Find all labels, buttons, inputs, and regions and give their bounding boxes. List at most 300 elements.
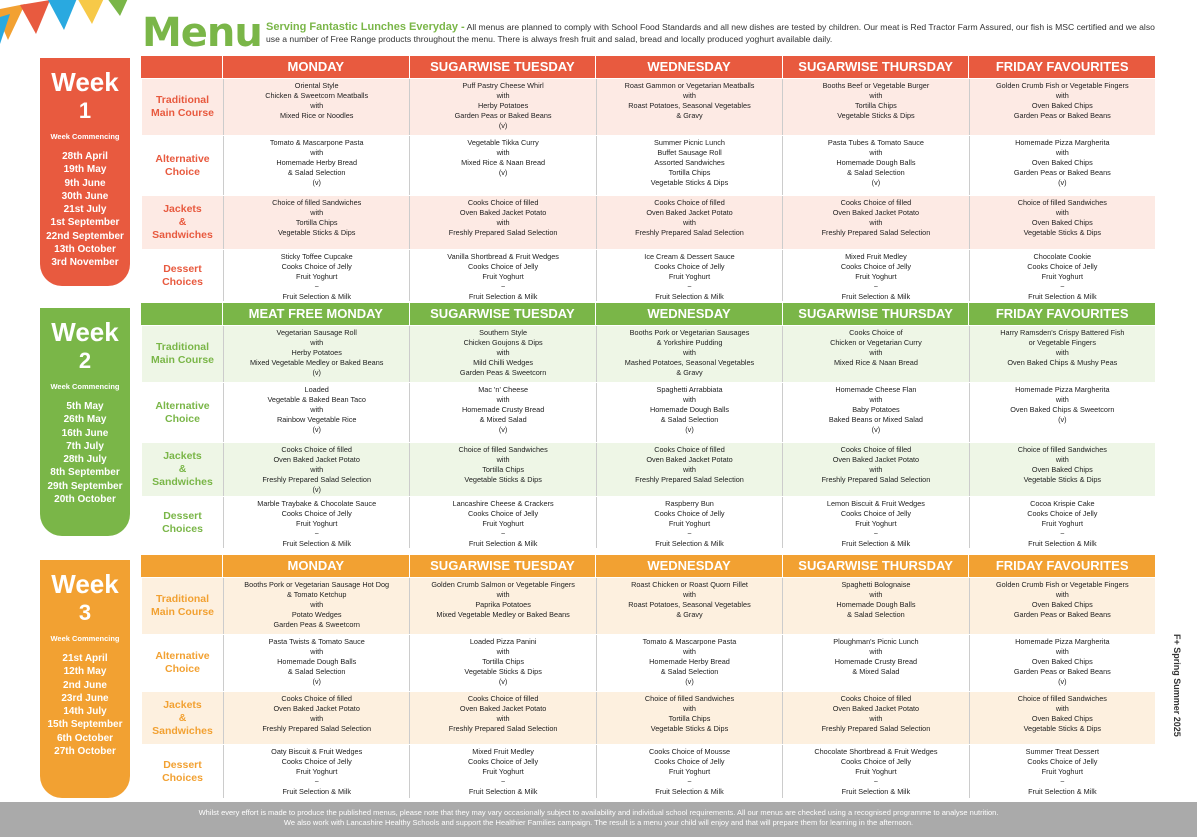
week-date: 27th October xyxy=(54,746,116,758)
week-commencing-label: Week Commencing xyxy=(50,132,120,141)
menu-item-line: with xyxy=(496,218,510,228)
menu-item-line: Fruit Yoghurt xyxy=(668,767,711,777)
menu-item-line: Tomato & Mascarpone Pasta xyxy=(269,138,364,147)
menu-item-line: (v) xyxy=(1058,178,1067,188)
menu-cell xyxy=(782,250,968,301)
menu-item-line: Potato Wedges xyxy=(291,610,342,620)
menu-item-line: Herby Potatoes xyxy=(477,101,529,111)
row-label xyxy=(142,578,223,634)
menu-item-line: with xyxy=(683,704,696,714)
menu-cell xyxy=(596,250,782,301)
week-date: 19th May xyxy=(63,164,107,176)
menu-item-line: Tomato & Mascarpone Pasta xyxy=(642,637,737,646)
menu-item-line: Cooks Choice of Jelly xyxy=(281,262,352,272)
menu-item-line: Fruit Selection & Milk xyxy=(468,787,538,797)
row-label-text xyxy=(152,699,213,738)
menu-item-line: Pasta Tubes & Tomato Sauce xyxy=(827,138,924,147)
menu-cell xyxy=(969,497,1155,548)
week-date: 15th September xyxy=(47,719,123,731)
menu-cell xyxy=(782,136,968,195)
menu-item-line: Tortilla Chips xyxy=(855,101,897,111)
menu-item-line: Fruit Selection & Milk xyxy=(1028,787,1097,797)
day-header-row xyxy=(141,555,1155,577)
menu-item-line: Fruit Selection & Milk xyxy=(1028,292,1097,302)
week-date: 23rd June xyxy=(61,692,109,704)
row-label-line: Traditional xyxy=(155,593,210,605)
menu-cell xyxy=(969,250,1155,301)
row-label-line: Main Course xyxy=(150,107,214,119)
menu-item-line: Choice of filled Sandwiches xyxy=(644,694,735,703)
menu-item-line: Oven Baked Jacket Potato xyxy=(832,455,920,465)
row-label-line: Alternative xyxy=(155,152,210,165)
menu-item-line: Vegetable Sticks & Dips xyxy=(277,228,356,238)
menu-item-line: Oven Baked Jacket Potato xyxy=(832,704,920,714)
row-label-line: & xyxy=(178,711,187,724)
week-number: 2 xyxy=(78,348,92,373)
footer xyxy=(0,802,1197,837)
row-label-text xyxy=(151,94,214,120)
menu-item-line: Cooks Choice of Jelly xyxy=(654,509,725,519)
week-date: 9th June xyxy=(64,177,106,189)
day-header-row xyxy=(141,56,1155,78)
row-label xyxy=(142,497,223,548)
menu-item-line: Fruit Selection & Milk xyxy=(841,787,911,797)
menu-item-line: & Salad Selection xyxy=(287,667,346,677)
menu-item-line: with xyxy=(683,395,696,405)
week-date: 2nd June xyxy=(63,679,107,691)
menu-item-line: with xyxy=(310,101,324,111)
page-title: Menu xyxy=(142,10,262,56)
row-label-line: Jackets xyxy=(163,698,202,711)
menu-item-line: (v) xyxy=(685,677,694,687)
menu-item-line: Choice of filled Sandwiches xyxy=(458,445,548,454)
row-label xyxy=(142,250,223,301)
menu-item-line: ~ xyxy=(500,777,506,787)
menu-item-line: Freshly Prepared Salad Selection xyxy=(821,228,931,238)
menu-item-line: Oven Baked Chips xyxy=(1031,101,1093,111)
menu-item-line: with xyxy=(496,348,510,358)
menu-cell xyxy=(223,692,409,744)
menu-cell xyxy=(409,136,595,195)
row-label-text xyxy=(152,203,213,242)
week-date: 14th July xyxy=(63,706,107,718)
row-label-line: Dessert xyxy=(163,262,202,275)
menu-item-line: Summer Picnic Lunch xyxy=(654,138,725,147)
menu-cell xyxy=(409,196,595,249)
menu-item-line: with xyxy=(869,590,883,600)
row-label-line: Traditional xyxy=(155,341,210,353)
menu-cell xyxy=(409,578,595,634)
menu-cell xyxy=(223,250,409,301)
menu-item-line: Chicken & Sweetcorn Meatballs xyxy=(265,91,369,101)
menu-item-line: Fruit Selection & Milk xyxy=(655,787,724,797)
week-label: Week xyxy=(51,317,119,347)
bunting-decoration xyxy=(0,0,130,60)
menu-cell xyxy=(223,79,409,135)
menu-item-line: Oriental Style xyxy=(294,81,339,90)
menu-item-line: Golden Crumb Salmon or Vegetable Fingers xyxy=(431,580,575,589)
menu-cell xyxy=(223,578,409,634)
row-label xyxy=(142,79,223,135)
week-date: 3rd November xyxy=(51,257,119,269)
menu-item-line: Loaded Pizza Panini xyxy=(469,637,537,646)
row-label-line: Main Course xyxy=(150,354,214,366)
menu-item-line: Loaded xyxy=(304,385,329,394)
menu-item-line: Oaty Biscuit & Fruit Wedges xyxy=(271,747,363,756)
menu-item-line: & Salad Selection xyxy=(287,168,346,178)
menu-item-line: Vegetable Sticks & Dips xyxy=(1023,475,1102,485)
menu-item-line: with xyxy=(1055,348,1069,358)
menu-cell xyxy=(596,79,782,135)
menu-cell xyxy=(782,635,968,691)
menu-item-line: Fruit Selection & Milk xyxy=(282,539,351,549)
menu-item-line: ~ xyxy=(314,529,319,539)
menu-item-line: Choice of filled Sandwiches xyxy=(1017,445,1107,454)
menu-item-line: Fruit Selection & Milk xyxy=(1028,539,1097,549)
menu-item-line: (v) xyxy=(1058,415,1067,425)
day-header: SUGARWISE TUESDAY xyxy=(409,56,596,78)
week-date: 12th May xyxy=(63,666,107,678)
menu-cell xyxy=(596,443,782,496)
menu-item-line: Golden Crumb Fish or Vegetable Fingers xyxy=(996,81,1129,90)
menu-item-line: with xyxy=(310,465,324,475)
menu-item-line: Vanilla Shortbread & Fruit Wedges xyxy=(447,252,559,261)
menu-item-line: with xyxy=(496,395,510,405)
menu-item-line: Cooks Choice of Jelly xyxy=(468,757,539,767)
menu-item-line: with xyxy=(683,348,696,358)
menu-item-line: Cooks Choice of filled xyxy=(654,198,725,207)
menu-item-line: Harry Ramsden's Crispy Battered Fish xyxy=(1000,328,1125,337)
menu-item-line: Mixed Rice & Naan Bread xyxy=(833,358,918,368)
week-date: 20th October xyxy=(54,494,116,506)
menu-cell xyxy=(409,443,595,496)
week-badge xyxy=(40,308,130,536)
menu-item-line: Fruit Yoghurt xyxy=(1041,767,1084,777)
menu-item-line: Freshly Prepared Salad Selection xyxy=(262,724,372,734)
menu-item-line: Tortilla Chips xyxy=(482,465,524,475)
menu-item-line: Fruit Yoghurt xyxy=(668,519,711,529)
menu-item-line: ~ xyxy=(873,777,879,787)
row-label-line: Sandwiches xyxy=(152,724,213,737)
menu-item-line: Cooks Choice of Jelly xyxy=(840,262,911,272)
intro-text xyxy=(266,21,1171,45)
menu-item-line: (v) xyxy=(498,168,508,178)
menu-item-line: Mixed Vegetable Medley or Baked Beans xyxy=(249,358,384,368)
menu-item-line: with xyxy=(496,148,510,158)
menu-cell xyxy=(969,745,1155,798)
menu-item-line: Cooks Choice of Jelly xyxy=(281,509,352,519)
menu-item-line: ~ xyxy=(500,282,506,292)
menu-item-line: Oven Baked Jacket Potato xyxy=(273,704,360,714)
menu-item-line: Freshly Prepared Salad Selection xyxy=(448,724,558,734)
menu-item-line: ~ xyxy=(500,529,506,539)
menu-item-line: or Vegetable Fingers xyxy=(1028,338,1096,348)
row-label xyxy=(142,692,223,744)
footer-line-2: We also work with Lancashire Healthy Schools and support the Healthier Families campaign. The result is a menu your child will enjoy and that will prepare them for learning in the afternoon. xyxy=(283,818,914,827)
menu-item-line: Vegetable & Baked Bean Taco xyxy=(267,395,366,405)
menu-cell xyxy=(969,692,1155,744)
menu-item-line: with xyxy=(869,714,883,724)
week-dates xyxy=(40,652,130,758)
menu-row xyxy=(142,634,1155,691)
menu-item-line: Fruit Yoghurt xyxy=(1041,272,1084,282)
menu-item-line: Paprika Potatoes xyxy=(475,600,531,610)
menu-item-line: with xyxy=(310,714,324,724)
menu-item-line: (v) xyxy=(312,368,321,378)
menu-item-line: Vegetable Sticks & Dips xyxy=(650,724,729,734)
intro-lead: Serving Fantastic Lunches Everyday - xyxy=(266,21,465,33)
menu-cell xyxy=(596,497,782,548)
menu-cell xyxy=(782,79,968,135)
row-label-line: Choices xyxy=(162,771,203,784)
menu-item-line: Booths Beef or Vegetable Burger xyxy=(822,81,930,90)
day-header: FRIDAY FAVOURITES xyxy=(968,303,1155,325)
menu-item-line: ~ xyxy=(314,282,319,292)
menu-item-line: & Gravy xyxy=(676,610,703,620)
menu-item-line: Freshly Prepared Salad Selection xyxy=(262,475,372,485)
menu-cell xyxy=(409,635,595,691)
menu-item-line: ~ xyxy=(1060,282,1065,292)
menu-cell xyxy=(782,326,968,382)
menu-item-line: Freshly Prepared Salad Selection xyxy=(821,724,931,734)
row-label-text xyxy=(151,341,214,367)
menu-item-line: Cooks Choice of filled xyxy=(467,198,539,207)
week-date: 16th June xyxy=(61,427,109,439)
menu-item-line: Vegetable Sticks & Dips xyxy=(650,178,729,188)
day-header: SUGARWISE TUESDAY xyxy=(409,555,596,577)
menu-item-line: ~ xyxy=(1060,777,1065,787)
menu-item-line: (v) xyxy=(1058,677,1067,687)
menu-item-line: Homemade Cheese Flan xyxy=(835,385,917,394)
menu-cell xyxy=(223,635,409,691)
menu-item-line: Vegetable Sticks & Dips xyxy=(464,667,542,677)
menu-item-line: with xyxy=(310,208,324,218)
menu-cell xyxy=(782,578,968,634)
row-label-line: Choices xyxy=(162,522,203,535)
menu-item-line: Pasta Twists & Tomato Sauce xyxy=(268,637,365,646)
row-label-line: Choice xyxy=(164,165,200,178)
day-header: SUGARWISE THURSDAY xyxy=(782,555,969,577)
menu-item-line: with xyxy=(683,91,696,101)
menu-cell xyxy=(969,79,1155,135)
menu-item-line: Cooks Choice of Jelly xyxy=(654,262,725,272)
menu-item-line: Vegetable Sticks & Dips xyxy=(464,475,542,485)
menu-item-line: Garden Peas or Baked Beans xyxy=(1013,111,1111,121)
week-date: 30th June xyxy=(61,190,109,202)
menu-item-line: with xyxy=(310,647,324,657)
menu-item-line: Homemade Dough Balls xyxy=(836,600,916,610)
menu-row xyxy=(142,442,1155,496)
menu-cell xyxy=(969,635,1155,691)
menu-item-line: with xyxy=(496,714,510,724)
menu-row xyxy=(142,382,1155,442)
row-label xyxy=(142,326,223,382)
menu-cell xyxy=(782,497,968,548)
row-label xyxy=(142,635,223,691)
menu-item-line: with xyxy=(869,395,883,405)
week-date: 21st July xyxy=(63,204,107,216)
menu-cell xyxy=(596,196,782,249)
menu-cell xyxy=(409,745,595,798)
week-date: 7th July xyxy=(66,440,104,452)
menu-item-line: Fruit Yoghurt xyxy=(296,272,338,282)
week-commencing-label: Week Commencing xyxy=(50,634,120,643)
day-header: MEAT FREE MONDAY xyxy=(222,303,409,325)
row-label-text xyxy=(162,759,203,785)
menu-item-line: Fruit Selection & Milk xyxy=(282,787,351,797)
menu-item-line: Oven Baked Jacket Potato xyxy=(832,208,920,218)
menu-item-line: Mixed Fruit Medley xyxy=(845,252,907,261)
menu-cell xyxy=(409,326,595,382)
menu-item-line: Herby Potatoes xyxy=(291,348,342,358)
menu-item-line: & Gravy xyxy=(676,368,703,378)
menu-item-line: (v) xyxy=(312,677,321,687)
menu-item-line: ~ xyxy=(687,529,692,539)
menu-item-line: Lancashire Cheese & Crackers xyxy=(452,499,554,508)
menu-item-line: Choice of filled Sandwiches xyxy=(272,198,362,207)
menu-item-line: Oven Baked Jacket Potato xyxy=(273,455,360,465)
menu-item-line: Chicken or Vegetarian Curry xyxy=(830,338,922,348)
day-header: WEDNESDAY xyxy=(595,56,782,78)
row-label xyxy=(142,136,223,195)
row-label xyxy=(142,383,223,442)
day-header: WEDNESDAY xyxy=(595,303,782,325)
menu-item-line: Chocolate Cookie xyxy=(1033,252,1092,261)
menu-cell xyxy=(596,692,782,744)
menu-cell xyxy=(782,692,968,744)
row-label-text xyxy=(151,593,214,619)
menu-cell xyxy=(969,443,1155,496)
menu-item-line: with xyxy=(869,647,883,657)
week-number: 3 xyxy=(78,600,92,625)
header-spacer xyxy=(141,303,222,325)
menu-item-line: Fruit Yoghurt xyxy=(855,767,897,777)
menu-item-line: Summer Treat Dessert xyxy=(1025,747,1100,756)
menu-cell xyxy=(969,136,1155,195)
menu-item-line: Homemade Dough Balls xyxy=(649,405,730,415)
menu-item-line: Chocolate Shortbread & Fruit Wedges xyxy=(814,747,938,756)
menu-item-line: Fruit Yoghurt xyxy=(855,519,897,529)
menu-item-line: Oven Baked Chips xyxy=(1031,465,1093,475)
menu-cell xyxy=(223,497,409,548)
menu-item-line: Cooks Choice of filled xyxy=(840,694,912,703)
week-date: 5th May xyxy=(66,401,104,412)
day-header: FRIDAY FAVOURITES xyxy=(968,555,1155,577)
row-label xyxy=(142,443,223,496)
menu-cell xyxy=(409,250,595,301)
day-header: MONDAY xyxy=(222,555,409,577)
row-label-line: & xyxy=(178,216,187,228)
menu-item-line: Tortilla Chips xyxy=(668,714,711,724)
menu-item-line: & Mixed Salad xyxy=(852,667,900,677)
menu-item-line: with xyxy=(869,91,883,101)
footer-line-1: Whilst every effort is made to produce the published menus, please note that they may vary occasionally subject to availability and individual school requirements. All our menus are checked using a recognised programme to analyse nutrition. xyxy=(198,808,999,817)
menu-cell xyxy=(596,326,782,382)
menu-item-line: Fruit Selection & Milk xyxy=(655,539,724,549)
row-label-line: Jackets xyxy=(163,450,202,462)
row-label xyxy=(142,196,223,249)
row-label-line: & xyxy=(178,463,187,475)
week-date: 28th July xyxy=(63,454,107,466)
menu-item-line: Garden Peas & Sweetcorn xyxy=(459,368,547,378)
menu-item-line: Garden Peas & Sweetcorn xyxy=(273,620,360,630)
menu-item-line: Fruit Selection & Milk xyxy=(282,292,351,302)
menu-item-line: Freshly Prepared Salad Selection xyxy=(635,475,744,485)
week-menu-table xyxy=(142,555,1155,798)
menu-item-line: (v) xyxy=(685,425,694,435)
menu-item-line: ~ xyxy=(873,282,879,292)
menu-item-line: Roast Gammon or Vegetarian Meatballs xyxy=(624,81,755,90)
row-label-text xyxy=(152,450,213,489)
menu-item-line: Oven Baked Jacket Potato xyxy=(646,455,733,465)
menu-item-line: Spaghetti Arrabbiata xyxy=(656,385,723,394)
menu-cell xyxy=(223,745,409,798)
menu-item-line: Oven Baked Chips xyxy=(1031,657,1093,667)
week-date: 22nd September xyxy=(46,230,124,242)
menu-item-line: with xyxy=(1055,590,1069,600)
menu-item-line: (v) xyxy=(871,425,881,435)
day-header: WEDNESDAY xyxy=(595,555,782,577)
menu-item-line: Fruit Yoghurt xyxy=(296,519,338,529)
menu-item-line: Assorted Sandwiches xyxy=(654,158,725,168)
menu-item-line: Cooks Choice of Jelly xyxy=(468,509,539,519)
menu-cell xyxy=(782,443,968,496)
week-badge xyxy=(40,58,130,286)
menu-row xyxy=(142,78,1155,135)
menu-item-line: Cooks Choice of Jelly xyxy=(1027,757,1098,767)
week-date: 6th October xyxy=(56,732,114,744)
menu-cell xyxy=(409,497,595,548)
menu-item-line: with xyxy=(683,218,696,228)
week-date: 26th May xyxy=(63,414,107,426)
menu-item-line: Golden Crumb Fish or Vegetable Fingers xyxy=(996,580,1129,589)
menu-item-line: with xyxy=(683,465,696,475)
menu-item-line: Homemade Dough Balls xyxy=(277,657,357,667)
menu-item-line: Garden Peas or Baked Beans xyxy=(454,111,552,121)
menu-cell xyxy=(223,196,409,249)
menu-item-line: with xyxy=(1055,395,1069,405)
row-label-text xyxy=(155,400,209,426)
menu-item-line: Puff Pastry Cheese Whirl xyxy=(462,81,544,90)
menu-item-line: Cooks Choice of Jelly xyxy=(1027,509,1098,519)
menu-item-line: Cooks Choice of Jelly xyxy=(281,757,352,767)
menu-cell xyxy=(223,383,409,442)
menu-item-line: & Tomato Ketchup xyxy=(286,590,347,600)
menu-item-line: Cocoa Krispie Cake xyxy=(1030,499,1095,508)
row-label-line: Dessert xyxy=(163,758,202,771)
menu-cell xyxy=(596,578,782,634)
menu-item-line: Mixed Vegetable Medley or Baked Beans xyxy=(436,610,570,620)
menu-item-line: Southern Style xyxy=(479,328,528,337)
menu-row xyxy=(142,496,1155,548)
menu-item-line: Baby Potatoes xyxy=(852,405,900,415)
menu-item-line: with xyxy=(496,455,510,465)
menu-cell xyxy=(596,136,782,195)
menu-item-line: Cooks Choice of Jelly xyxy=(1027,262,1098,272)
menu-item-line: Ice Cream & Dessert Sauce xyxy=(644,252,735,261)
menu-item-line: Cooks Choice of filled xyxy=(840,445,912,454)
menu-item-line: Homemade Herby Bread xyxy=(649,657,730,667)
menu-cell xyxy=(969,383,1155,442)
menu-item-line: Mac 'n' Cheese xyxy=(478,385,529,394)
row-label-line: Sandwiches xyxy=(152,229,213,241)
menu-item-line: Fruit Yoghurt xyxy=(482,767,524,777)
menu-item-line: with xyxy=(1055,91,1069,101)
menu-item-line: Oven Baked Chips & Mushy Peas xyxy=(1007,358,1118,368)
menu-item-line: Oven Baked Chips xyxy=(1031,158,1093,168)
menu-item-line: & Mixed Salad xyxy=(479,415,527,425)
menu-item-line: (v) xyxy=(498,425,508,435)
